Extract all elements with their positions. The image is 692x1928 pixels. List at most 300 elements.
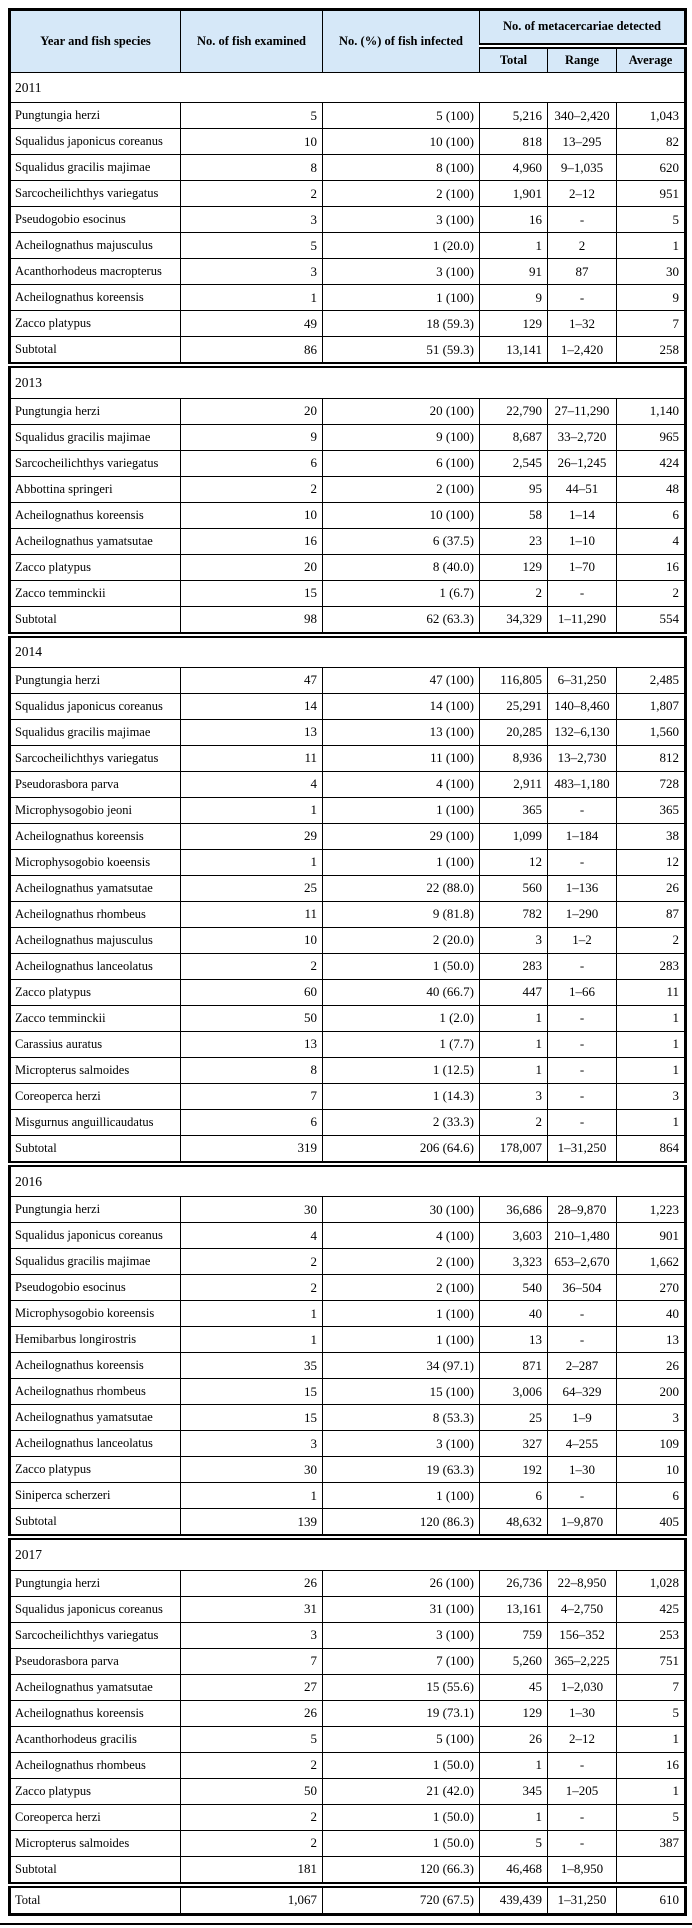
fish-infected-cell: 34 (97.1)	[323, 1353, 480, 1379]
fish-examined-cell: 26	[181, 1570, 323, 1596]
metacercariae-range-cell: 13–295	[548, 129, 617, 155]
fish-examined-cell: 10	[181, 927, 323, 953]
metacercariae-average-cell: 2,485	[617, 667, 686, 693]
species-name-cell: Pseudogobio esocinus	[10, 1275, 181, 1301]
metacercariae-average-cell: 9	[617, 285, 686, 311]
species-row	[10, 1353, 686, 1379]
fish-examined-cell: 2	[181, 1752, 323, 1778]
fish-examined-cell: 27	[181, 1674, 323, 1700]
fish-examined-cell: 2	[181, 1830, 323, 1856]
metacercariae-average-cell: 7	[617, 1674, 686, 1700]
species-name-cell: Misgurnus anguillicaudatus	[10, 1109, 181, 1135]
metacercariae-range-cell: -	[548, 953, 617, 979]
metacercariae-range-cell: 653–2,670	[548, 1249, 617, 1275]
subtotal-row	[10, 1135, 686, 1164]
species-name-cell: Micropterus salmoides	[10, 1057, 181, 1083]
fish-infected-cell: 30 (100)	[323, 1197, 480, 1223]
col-header-average: Average	[617, 46, 686, 73]
metacercariae-total-cell: 91	[480, 259, 548, 285]
fish-examined-cell: 1	[181, 797, 323, 823]
metacercariae-total-cell: 12	[480, 849, 548, 875]
fish-examined-cell: 50	[181, 1005, 323, 1031]
fish-examined-cell: 8	[181, 155, 323, 181]
metacercariae-total-cell: 26	[480, 1726, 548, 1752]
species-row	[10, 1249, 686, 1275]
species-row	[10, 1830, 686, 1856]
metacercariae-average-cell: 554	[617, 606, 686, 635]
fish-examined-cell: 86	[181, 337, 323, 366]
metacercariae-range-cell: 132–6,130	[548, 719, 617, 745]
metacercariae-average-cell: 424	[617, 450, 686, 476]
fish-infected-cell: 120 (66.3)	[323, 1856, 480, 1885]
header-row-top	[10, 10, 686, 46]
fish-examined-cell: 1	[181, 1301, 323, 1327]
metacercariae-average-cell: 200	[617, 1379, 686, 1405]
species-name-cell: Coreoperca herzi	[10, 1804, 181, 1830]
fish-infected-cell: 1 (12.5)	[323, 1057, 480, 1083]
metacercariae-average-cell: 620	[617, 155, 686, 181]
species-row	[10, 927, 686, 953]
metacercariae-total-cell: 871	[480, 1353, 548, 1379]
metacercariae-total-cell: 3,603	[480, 1223, 548, 1249]
bottom-rule	[0, 1923, 692, 1925]
subtotal-row	[10, 606, 686, 635]
metacercariae-average-cell: 2	[617, 580, 686, 606]
metacercariae-range-cell: 1–66	[548, 979, 617, 1005]
fish-infected-cell: 19 (63.3)	[323, 1457, 480, 1483]
metacercariae-total-cell: 1	[480, 1031, 548, 1057]
fish-infected-cell: 18 (59.3)	[323, 311, 480, 337]
species-row	[10, 155, 686, 181]
metacercariae-total-cell: 9	[480, 285, 548, 311]
metacercariae-range-cell: -	[548, 1301, 617, 1327]
metacercariae-total-cell: 1	[480, 1057, 548, 1083]
metacercariae-range-cell: 1–2	[548, 927, 617, 953]
species-name-cell: Subtotal	[10, 1509, 181, 1538]
species-name-cell: Subtotal	[10, 1856, 181, 1885]
metacercariae-total-cell: 4,960	[480, 155, 548, 181]
species-row	[10, 398, 686, 424]
fish-infected-cell: 4 (100)	[323, 771, 480, 797]
metacercariae-total-cell: 5	[480, 1830, 548, 1856]
metacercariae-total-cell: 8,687	[480, 424, 548, 450]
fish-infected-cell: 206 (64.6)	[323, 1135, 480, 1164]
metacercariae-total-cell: 782	[480, 901, 548, 927]
metacercariae-range-cell: -	[548, 1327, 617, 1353]
fish-infected-cell: 2 (20.0)	[323, 927, 480, 953]
species-name-cell: Pungtungia herzi	[10, 1570, 181, 1596]
species-name-cell: Zacco platypus	[10, 554, 181, 580]
species-name-cell: Acheilognathus lanceolatus	[10, 953, 181, 979]
fish-infected-cell: 120 (86.3)	[323, 1509, 480, 1538]
metacercariae-range-cell: 27–11,290	[548, 398, 617, 424]
metacercariae-total-cell: 327	[480, 1431, 548, 1457]
fish-infected-cell: 720 (67.5)	[323, 1885, 480, 1915]
species-row	[10, 1109, 686, 1135]
species-name-cell: Acheilognathus koreensis	[10, 502, 181, 528]
fish-infected-cell: 2 (100)	[323, 1275, 480, 1301]
species-row	[10, 1596, 686, 1622]
year-row	[10, 1537, 686, 1570]
species-name-cell: Squalidus gracilis majimae	[10, 1249, 181, 1275]
metacercariae-average-cell: 5	[617, 1804, 686, 1830]
species-row	[10, 502, 686, 528]
subtotal-row	[10, 1509, 686, 1538]
metacercariae-average-cell: 365	[617, 797, 686, 823]
fish-infected-cell: 5 (100)	[323, 1726, 480, 1752]
fish-infected-cell: 51 (59.3)	[323, 337, 480, 366]
fish-examined-cell: 3	[181, 1622, 323, 1648]
fish-infected-cell: 22 (88.0)	[323, 875, 480, 901]
metacercariae-average-cell: 253	[617, 1622, 686, 1648]
metacercariae-range-cell: 140–8,460	[548, 693, 617, 719]
metacercariae-total-cell: 5,260	[480, 1648, 548, 1674]
species-name-cell: Microphysogobio jeoni	[10, 797, 181, 823]
metacercariae-total-cell: 8,936	[480, 745, 548, 771]
year-row	[10, 635, 686, 668]
metacercariae-total-cell: 759	[480, 1622, 548, 1648]
col-header-range: Range	[548, 46, 617, 73]
metacercariae-average-cell: 1	[617, 1109, 686, 1135]
fish-infected-cell: 47 (100)	[323, 667, 480, 693]
metacercariae-average-cell: 283	[617, 953, 686, 979]
fish-examined-cell: 25	[181, 875, 323, 901]
species-name-cell: Zacco temminckii	[10, 580, 181, 606]
metacercariae-total-cell: 13	[480, 1327, 548, 1353]
metacercariae-range-cell: 9–1,035	[548, 155, 617, 181]
metacercariae-total-cell: 129	[480, 1700, 548, 1726]
fish-infected-cell: 31 (100)	[323, 1596, 480, 1622]
species-name-cell: Zacco platypus	[10, 311, 181, 337]
species-row	[10, 771, 686, 797]
fish-infected-cell: 1 (14.3)	[323, 1083, 480, 1109]
metacercariae-average-cell: 16	[617, 1752, 686, 1778]
fish-infected-cell: 3 (100)	[323, 1622, 480, 1648]
species-name-cell: Zacco platypus	[10, 979, 181, 1005]
metacercariae-total-cell: 13,161	[480, 1596, 548, 1622]
fish-infected-cell: 9 (100)	[323, 424, 480, 450]
species-row	[10, 580, 686, 606]
species-name-cell: Zacco temminckii	[10, 1005, 181, 1031]
metacercariae-total-cell: 46,468	[480, 1856, 548, 1885]
metacercariae-total-cell: 95	[480, 476, 548, 502]
metacercariae-total-cell: 40	[480, 1301, 548, 1327]
species-row	[10, 424, 686, 450]
fish-infected-cell: 40 (66.7)	[323, 979, 480, 1005]
year-row	[10, 365, 686, 398]
species-row	[10, 1197, 686, 1223]
metacercariae-range-cell: 1–70	[548, 554, 617, 580]
species-name-cell: Pseudorasbora parva	[10, 1648, 181, 1674]
metacercariae-average-cell: 5	[617, 1700, 686, 1726]
fish-infected-cell: 1 (100)	[323, 849, 480, 875]
fish-infected-cell: 1 (50.0)	[323, 1804, 480, 1830]
metacercariae-total-cell: 26,736	[480, 1570, 548, 1596]
fish-infected-cell: 1 (20.0)	[323, 233, 480, 259]
fish-examined-cell: 4	[181, 1223, 323, 1249]
species-row	[10, 259, 686, 285]
species-name-cell: Pungtungia herzi	[10, 667, 181, 693]
metacercariae-range-cell: -	[548, 207, 617, 233]
metacercariae-average-cell: 1	[617, 1031, 686, 1057]
metacercariae-total-cell: 560	[480, 875, 548, 901]
fish-infected-cell: 7 (100)	[323, 1648, 480, 1674]
species-name-cell: Acheilognathus yamatsutae	[10, 1674, 181, 1700]
metacercariae-range-cell: 26–1,245	[548, 450, 617, 476]
metacercariae-range-cell: 2–287	[548, 1353, 617, 1379]
metacercariae-total-cell: 5,216	[480, 103, 548, 129]
metacercariae-average-cell: 1,028	[617, 1570, 686, 1596]
species-name-cell: Squalidus gracilis majimae	[10, 719, 181, 745]
species-name-cell: Micropterus salmoides	[10, 1830, 181, 1856]
species-name-cell: Pungtungia herzi	[10, 103, 181, 129]
metacercariae-total-cell: 25	[480, 1405, 548, 1431]
metacercariae-range-cell: 44–51	[548, 476, 617, 502]
metacercariae-total-cell: 20,285	[480, 719, 548, 745]
species-name-cell: Acheilognathus koreensis	[10, 1353, 181, 1379]
species-row	[10, 129, 686, 155]
species-name-cell: Squalidus gracilis majimae	[10, 424, 181, 450]
fish-examined-cell: 2	[181, 1249, 323, 1275]
fish-examined-cell: 11	[181, 745, 323, 771]
metacercariae-total-cell: 1,901	[480, 181, 548, 207]
total-row	[10, 1885, 686, 1915]
metacercariae-range-cell: 1–30	[548, 1700, 617, 1726]
metacercariae-average-cell: 1	[617, 1057, 686, 1083]
species-name-cell: Squalidus gracilis majimae	[10, 155, 181, 181]
metacercariae-range-cell: 87	[548, 259, 617, 285]
metacercariae-range-cell: 1–10	[548, 528, 617, 554]
metacercariae-average-cell: 1	[617, 233, 686, 259]
fish-infected-cell: 8 (40.0)	[323, 554, 480, 580]
fish-examined-cell: 16	[181, 528, 323, 554]
species-row	[10, 233, 686, 259]
metacercariae-range-cell: 483–1,180	[548, 771, 617, 797]
fish-infected-cell: 6 (100)	[323, 450, 480, 476]
fish-infected-cell: 1 (7.7)	[323, 1031, 480, 1057]
metacercariae-range-cell: 1–31,250	[548, 1885, 617, 1915]
species-row	[10, 1674, 686, 1700]
metacercariae-total-cell: 1	[480, 1804, 548, 1830]
metacercariae-range-cell: 1–136	[548, 875, 617, 901]
species-name-cell: Acheilognathus koreensis	[10, 285, 181, 311]
species-row	[10, 1223, 686, 1249]
metacercariae-range-cell: 1–290	[548, 901, 617, 927]
species-name-cell: Squalidus japonicus coreanus	[10, 1596, 181, 1622]
metacercariae-average-cell: 48	[617, 476, 686, 502]
fish-examined-cell: 1,067	[181, 1885, 323, 1915]
fish-examined-cell: 1	[181, 849, 323, 875]
metacercariae-average-cell: 1,140	[617, 398, 686, 424]
species-row	[10, 849, 686, 875]
metacercariae-total-cell: 283	[480, 953, 548, 979]
fish-examined-cell: 181	[181, 1856, 323, 1885]
fish-infected-cell: 19 (73.1)	[323, 1700, 480, 1726]
metacercariae-range-cell: 2–12	[548, 181, 617, 207]
metacercariae-total-cell: 2,911	[480, 771, 548, 797]
species-row	[10, 1431, 686, 1457]
fish-infected-cell: 15 (55.6)	[323, 1674, 480, 1700]
metacercariae-total-cell: 1	[480, 1752, 548, 1778]
fish-infected-cell: 10 (100)	[323, 129, 480, 155]
species-row	[10, 311, 686, 337]
metacercariae-range-cell: 1–205	[548, 1778, 617, 1804]
metacercariae-total-cell: 2	[480, 580, 548, 606]
fish-infected-cell: 2 (33.3)	[323, 1109, 480, 1135]
metacercariae-range-cell: 365–2,225	[548, 1648, 617, 1674]
metacercariae-average-cell: 3	[617, 1083, 686, 1109]
species-name-cell: Carassius auratus	[10, 1031, 181, 1057]
fish-examined-cell: 11	[181, 901, 323, 927]
year-label: 2016	[10, 1164, 686, 1197]
metacercariae-total-cell: 13,141	[480, 337, 548, 366]
metacercariae-average-cell: 7	[617, 311, 686, 337]
metacercariae-average-cell: 26	[617, 875, 686, 901]
fish-infected-cell: 1 (50.0)	[323, 1830, 480, 1856]
fish-examined-cell: 139	[181, 1509, 323, 1538]
species-row	[10, 285, 686, 311]
species-name-cell: Squalidus japonicus coreanus	[10, 1223, 181, 1249]
metacercariae-range-cell: 2–12	[548, 1726, 617, 1752]
metacercariae-average-cell	[617, 1856, 686, 1885]
species-name-cell: Acanthorhodeus macropterus	[10, 259, 181, 285]
metacercariae-average-cell: 1,043	[617, 103, 686, 129]
metacercariae-range-cell: -	[548, 1752, 617, 1778]
species-row	[10, 1275, 686, 1301]
species-name-cell: Pseudogobio esocinus	[10, 207, 181, 233]
fish-examined-cell: 7	[181, 1648, 323, 1674]
fish-examined-cell: 5	[181, 1726, 323, 1752]
fish-infected-cell: 15 (100)	[323, 1379, 480, 1405]
species-name-cell: Pseudorasbora parva	[10, 771, 181, 797]
metacercariae-total-cell: 447	[480, 979, 548, 1005]
fish-infected-cell: 1 (6.7)	[323, 580, 480, 606]
metacercariae-total-cell: 365	[480, 797, 548, 823]
metacercariae-total-cell: 2,545	[480, 450, 548, 476]
metacercariae-total-cell: 178,007	[480, 1135, 548, 1164]
metacercariae-range-cell: 28–9,870	[548, 1197, 617, 1223]
species-row	[10, 1031, 686, 1057]
metacercariae-range-cell: 1–11,290	[548, 606, 617, 635]
fish-examined-cell: 2	[181, 181, 323, 207]
fish-examined-cell: 15	[181, 580, 323, 606]
metacercariae-range-cell: 1–9,870	[548, 1509, 617, 1538]
metacercariae-range-cell: 1–30	[548, 1457, 617, 1483]
metacercariae-total-cell: 116,805	[480, 667, 548, 693]
metacercariae-average-cell: 864	[617, 1135, 686, 1164]
metacercariae-average-cell: 13	[617, 1327, 686, 1353]
species-row	[10, 1622, 686, 1648]
species-name-cell: Subtotal	[10, 606, 181, 635]
species-name-cell: Hemibarbus longirostris	[10, 1327, 181, 1353]
metacercariae-total-cell: 818	[480, 129, 548, 155]
metacercariae-average-cell: 812	[617, 745, 686, 771]
fish-infected-cell: 2 (100)	[323, 181, 480, 207]
metacercariae-average-cell: 2	[617, 927, 686, 953]
fish-infected-cell: 10 (100)	[323, 502, 480, 528]
fish-infected-cell: 13 (100)	[323, 719, 480, 745]
metacercariae-total-cell: 192	[480, 1457, 548, 1483]
fish-examined-cell: 10	[181, 502, 323, 528]
fish-examined-cell: 3	[181, 1431, 323, 1457]
fish-infected-cell: 1 (2.0)	[323, 1005, 480, 1031]
fish-examined-cell: 13	[181, 719, 323, 745]
metacercariae-average-cell: 405	[617, 1509, 686, 1538]
species-row	[10, 1379, 686, 1405]
metacercariae-total-cell: 16	[480, 207, 548, 233]
species-row	[10, 528, 686, 554]
metacercariae-total-cell: 6	[480, 1483, 548, 1509]
metacercariae-range-cell: 33–2,720	[548, 424, 617, 450]
metacercariae-range-cell: 1–14	[548, 502, 617, 528]
species-name-cell: Acheilognathus majusculus	[10, 927, 181, 953]
metacercariae-range-cell: -	[548, 1005, 617, 1031]
species-row	[10, 667, 686, 693]
fish-infected-cell: 1 (100)	[323, 285, 480, 311]
fish-infected-cell: 8 (53.3)	[323, 1405, 480, 1431]
species-name-cell: Sarcocheilichthys variegatus	[10, 1622, 181, 1648]
species-name-cell: Siniperca scherzeri	[10, 1483, 181, 1509]
table-header	[10, 10, 686, 73]
metacercariae-average-cell: 1,807	[617, 693, 686, 719]
metacercariae-average-cell: 82	[617, 129, 686, 155]
metacercariae-average-cell: 1	[617, 1005, 686, 1031]
species-name-cell: Microphysogobio koreensis	[10, 1301, 181, 1327]
fish-examined-cell: 98	[181, 606, 323, 635]
species-name-cell: Acheilognathus koreensis	[10, 823, 181, 849]
metacercariae-average-cell: 258	[617, 337, 686, 366]
fish-infected-cell: 5 (100)	[323, 103, 480, 129]
metacercariae-average-cell: 1,223	[617, 1197, 686, 1223]
metacercariae-average-cell: 270	[617, 1275, 686, 1301]
metacercariae-average-cell: 11	[617, 979, 686, 1005]
metacercariae-range-cell: 1–32	[548, 311, 617, 337]
fish-examined-cell: 2	[181, 953, 323, 979]
fish-infected-cell: 2 (100)	[323, 476, 480, 502]
fish-examined-cell: 15	[181, 1379, 323, 1405]
species-row	[10, 901, 686, 927]
fish-infected-cell: 62 (63.3)	[323, 606, 480, 635]
fish-examined-cell: 2	[181, 1804, 323, 1830]
species-row	[10, 554, 686, 580]
fish-infected-cell: 1 (50.0)	[323, 1752, 480, 1778]
fish-infected-cell: 1 (100)	[323, 1327, 480, 1353]
species-name-cell: Coreoperca herzi	[10, 1083, 181, 1109]
metacercariae-average-cell: 965	[617, 424, 686, 450]
species-name-cell: Sarcocheilichthys variegatus	[10, 450, 181, 476]
metacercariae-range-cell: -	[548, 285, 617, 311]
metacercariae-range-cell: 13–2,730	[548, 745, 617, 771]
fish-examined-cell: 13	[181, 1031, 323, 1057]
col-header-fish-infected: No. (%) of fish infected	[323, 10, 480, 73]
species-row	[10, 1752, 686, 1778]
metacercariae-total-cell: 23	[480, 528, 548, 554]
metacercariae-average-cell: 1	[617, 1726, 686, 1752]
species-row	[10, 476, 686, 502]
species-name-cell: Zacco platypus	[10, 1457, 181, 1483]
metacercariae-average-cell: 26	[617, 1353, 686, 1379]
fish-examined-cell: 29	[181, 823, 323, 849]
metacercariae-average-cell: 10	[617, 1457, 686, 1483]
fish-infected-cell: 3 (100)	[323, 1431, 480, 1457]
species-name-cell: Total	[10, 1885, 181, 1915]
metacercariae-average-cell: 751	[617, 1648, 686, 1674]
metacercariae-total-cell: 1	[480, 1005, 548, 1031]
species-name-cell: Acheilognathus yamatsutae	[10, 528, 181, 554]
fish-infected-cell: 4 (100)	[323, 1223, 480, 1249]
fish-infected-cell: 26 (100)	[323, 1570, 480, 1596]
fish-examined-cell: 14	[181, 693, 323, 719]
